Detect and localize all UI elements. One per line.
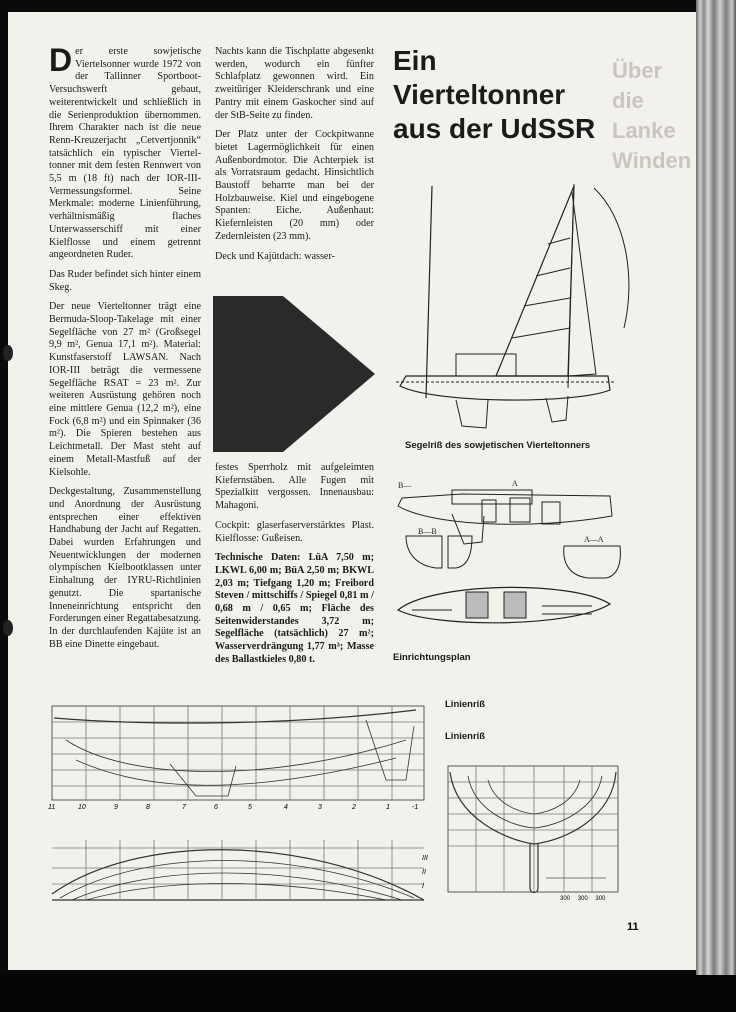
waterline-label: I: [422, 883, 424, 890]
article-headline: [393, 44, 603, 146]
paragraph: Deck und Kajütdach: wasser-: [215, 250, 336, 262]
station-number: -1: [412, 804, 419, 811]
page-number: 11: [627, 921, 639, 933]
station-number: 6: [214, 804, 218, 811]
waterline-labels: [422, 852, 428, 894]
station-number: 1: [386, 804, 390, 811]
article-column-2-continued: [215, 462, 374, 674]
paragraph: Deckgestaltung, Zusammenstellung und Anordnung der Ausrüstung entsprechen einer effektiven Handhabung der Jacht auf Regatten. Dabei wurden Erfahrungen und Neuentwicklungen der modernen olympischen Kielbootklassen unter Einhaltung der IYRU-Richtlinien genutzt. Die spartanische Inneneinrichtung entspricht den Forderungen einer Regattabesatzung. In der durchlaufenden Kajüte ist an BB eine Dinette eingebaut.: [49, 486, 201, 650]
article-column-1: [49, 42, 201, 658]
technical-data: Technische Daten: LüA 7,50 m; LKWL 6,00 m; BüA 2,50 m; BKWL 2,03 m; Tiefgang 1,20 m; Freibord Steven / mittschiffs / Spiegel 0,81 m / 0,68 m / 0,65 m; Fläche des Seitenwiderstandes 3,72 m; Segelfläche (tatsächlich) 27 m²; Wasserverdrängung 1,77 m³; Masse des Ballastkieles 0,80 t.: [215, 552, 374, 665]
interior-plan-caption: Einrichtungsplan: [393, 652, 471, 663]
svg-text:A: A: [512, 479, 518, 488]
station-number: 9: [114, 804, 118, 811]
headline-line: Vierteltonner: [393, 79, 566, 110]
station-scale-1: [46, 804, 430, 816]
station-number: 4: [284, 804, 288, 811]
station-number: 8: [146, 804, 150, 811]
scale-label: 300: [577, 896, 588, 902]
sail-plan-drawing: [396, 178, 636, 436]
section-label: B—B: [418, 527, 437, 536]
headline-line: aus der UdSSR: [393, 113, 596, 144]
article-column-2: [215, 46, 374, 270]
paragraph: festes Sperrholz mit aufgeleimten Kiefernstäben. Alle Fugen mit Spezialkitt vergossen. Innenausbau: Mahagoni.: [215, 462, 374, 512]
punch-hole: [3, 345, 13, 361]
station-number: 11: [48, 804, 56, 811]
drop-cap: D: [49, 42, 73, 78]
sail-plan-caption: Segelriß des sowjetischen Vierteltonners: [405, 440, 591, 451]
headline-line: Ein: [393, 45, 437, 76]
lines-caption: Linienriß: [445, 731, 486, 742]
station-number: 3: [318, 804, 322, 811]
book-spine: [696, 0, 736, 975]
paragraph: Cockpit: glaserfaserverstärktes Plast. Kielflosse: Gußeisen.: [215, 519, 374, 544]
scale-label: 300: [560, 896, 571, 902]
scan-border: [0, 975, 736, 1012]
waterline-label: III: [422, 855, 428, 862]
interior-plan-drawing: [392, 476, 642, 648]
station-number: 5: [248, 804, 252, 811]
show-through-text: Über die Lanke Winden: [612, 58, 692, 173]
paragraph: Der neue Vierteltonner trägt eine Bermuda-Sloop-Takelage mit einer Segelfläche von 27 m² (Großsegel 9,9 m², Genua 17,1 m²). Material: Kunstfaserstoff LAWSAN. Nach IOR-III beträgt die vermessene Segelfläche RSAT = 23 m². Zur weiteren Ausrüstung gehören noch eine mittlere Genua (12,2 m²), eine Fock (6,8 m²) und ein Spinnaker (36 m²). Die Spieren bestehen aus Leichtmetall. Der Mast steht auf einem Metall-Mastfuß auf der Kielsohle.: [49, 301, 201, 478]
arrow-graphic: [213, 296, 375, 452]
scale-label: 300: [595, 896, 606, 902]
lines-plan-profile: [46, 700, 430, 820]
paragraph: er erste sowjetische Viertelsonner wurde 1972 von der Tallinner Sportboot-Versuchswerft gebaut, weiterentwickelt und schließlich in die Serienproduktion übernommen. Ihrem Charakter nach ist die neue Renn-Kreuzerjacht „Cetvertjonnik“ tatsächlich ein typischer Vierteltonner mit dem festen Rennwert von 5,5 m (18 ft) nach der IOR-III-Vermessungsformel. Seine Merkmale: moderne Linienführung, verhältnismäßig flaches Unterwasserschiff mit einer Kielflosse und einem getrennt angeordneten Ruder.: [49, 46, 201, 261]
waterline-label: II: [422, 869, 426, 876]
station-number: 7: [182, 804, 186, 811]
lines-plan-body-plan: [446, 748, 628, 912]
lines-caption: Linienriß: [445, 699, 486, 710]
punch-hole: [3, 620, 13, 636]
svg-text:B—: B—: [398, 481, 412, 490]
station-number: 10: [78, 804, 86, 811]
section-label: A—A: [584, 535, 604, 544]
scale-labels: [560, 896, 605, 902]
lines-plan-half-breadth: [46, 834, 430, 906]
paragraph: Nachts kann die Tischplatte abgesenkt werden, wodurch ein fünfter Schlafplatz gewonnen wird. Ein zweitüriger Kleiderschrank und eine Pantry mit einem Gaskocher sind auf der StB-Seite zu finden.: [215, 46, 374, 121]
paragraph: Der Platz unter der Cockpitwanne bietet Lagermöglichkeit für einen Außenbordmotor. Die Achterpiek ist als Vorratsraum gedacht. Hinsichtlich Baustoff beharrte man bei der Holzbauweise. Kiel und eingebogene Spanten: Eiche. Außenhaut: Kiefernleisten (20 mm) oder Zedernleisten (23 mm).: [215, 129, 374, 242]
paragraph: Das Ruder befindet sich hinter einem Skeg.: [49, 268, 201, 293]
station-number: 2: [352, 804, 356, 811]
